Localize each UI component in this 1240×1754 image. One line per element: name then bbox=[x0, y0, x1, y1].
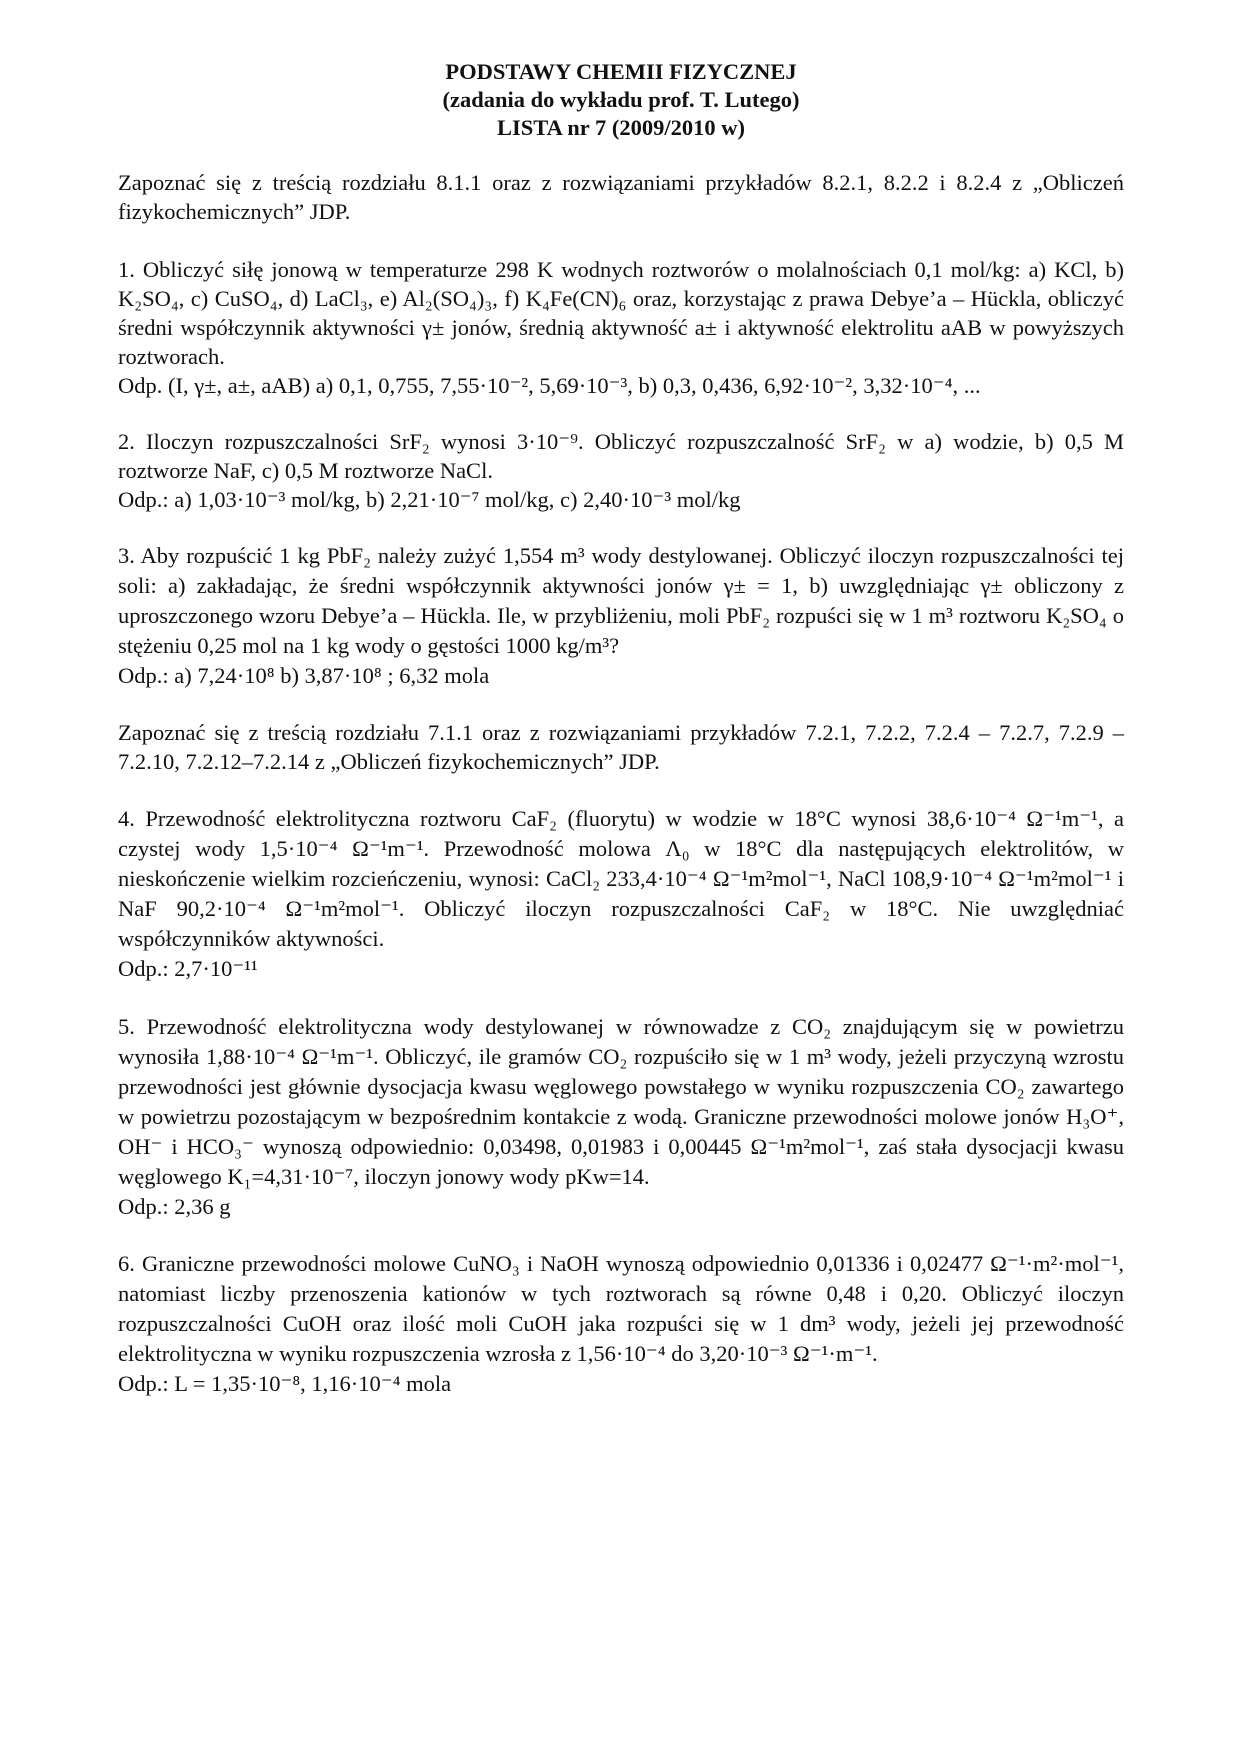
problem-6 bbox=[118, 1249, 1124, 1398]
problem-1 bbox=[118, 255, 1124, 400]
problem-2-answer: Odp.: a) 1,03·10⁻³ mol/kg, b) 2,21·10⁻⁷ mol/kg, c) 2,40·10⁻³ mol/kg bbox=[118, 487, 741, 512]
problem-2-text: 2. Iloczyn rozpuszczalności SrF₂ wynosi 3·10⁻⁹. Obliczyć rozpuszczalność SrF₂ w a) wodzie, b) 0,5 M roztworze NaF, c) 0,5 M roztworze NaCl. bbox=[118, 429, 1124, 483]
problem-6-answer: Odp.: L = 1,35·10⁻⁸, 1,16·10⁻⁴ mola bbox=[118, 1371, 452, 1396]
problem-3 bbox=[118, 541, 1124, 690]
problem-4-answer: Odp.: 2,7·10⁻¹¹ bbox=[118, 956, 258, 981]
document-header bbox=[118, 58, 1124, 142]
problem-5-answer: Odp.: 2,36 g bbox=[118, 1194, 231, 1219]
document-page bbox=[118, 58, 1124, 1424]
document-subtitle: (zadania do wykładu prof. T. Lutego) bbox=[442, 87, 800, 112]
problem-2 bbox=[118, 427, 1124, 514]
problem-5 bbox=[118, 1012, 1124, 1221]
list-number: LISTA nr 7 (2009/2010 w) bbox=[497, 115, 745, 140]
intro-paragraph-2: Zapoznać się z treścią rozdziału 7.1.1 oraz z rozwiązaniami przykładów 7.2.1, 7.2.2, 7.2.4 – 7.2.7, 7.2.9 – 7.2.10, 7.2.12–7.2.14 z „Obliczeń fizykochemicznych” JDP. bbox=[118, 720, 1124, 774]
document-title: PODSTAWY CHEMII FIZYCZNEJ bbox=[445, 59, 797, 84]
intro-paragraph-1: Zapoznać się z treścią rozdziału 8.1.1 oraz z rozwiązaniami przykładów 8.2.1, 8.2.2 i 8.2.4 z „Obliczeń fizykochemicznych” JDP. bbox=[118, 170, 1124, 224]
problem-1-answer: Odp. (I, γ±, a±, aAB) a) 0,1, 0,755, 7,55·10⁻², 5,69·10⁻³, b) 0,3, 0,436, 6,92·10⁻², 3,32·10⁻⁴, ... bbox=[118, 373, 981, 398]
problem-4 bbox=[118, 804, 1124, 983]
problem-3-text: 3. Aby rozpuścić 1 kg PbF₂ należy zużyć 1,554 m³ wody destylowanej. Obliczyć iloczyn rozpuszczalności tej soli: a) zakładając, że średni współczynnik aktywności jonów γ± = 1, b) uwzględniając γ± obliczony z uproszczonego wzoru Debye’a – Hückla. Ile, w przybliżeniu, moli PbF₂ rozpuści się w 1 m³ roztworu K₂SO₄ o stężeniu 0,25 mol na 1 kg wody o gęstości 1000 kg/m³? bbox=[118, 543, 1124, 658]
problem-1-text: 1. Obliczyć siłę jonową w temperaturze 298 K wodnych roztworów o molalnościach 0,1 mol/kg: a) KCl, b) K₂SO₄, c) CuSO₄, d) LaCl₃, e) Al₂(SO₄)₃, f) K₄Fe(CN)₆ oraz, korzystając z prawa Debye’a – Hückla, obliczyć średni współczynnik aktywności γ± jonów, średnią aktywność a± i aktywność elektrolitu aAB w powyższych roztworach. bbox=[118, 257, 1124, 369]
problem-5-text: 5. Przewodność elektrolityczna wody destylowanej w równowadze z CO₂ znajdującym się w powietrzu wynosiła 1,88·10⁻⁴ Ω⁻¹m⁻¹. Obliczyć, ile gramów CO₂ rozpuściło się w 1 m³ wody, jeżeli przyczyną wzrostu przewodności jest głównie dysocjacja kwasu węglowego powstałego w wyniku rozpuszczenia CO₂ zawartego w powietrzu pozostającym w bezpośrednim kontakcie z wodą. Graniczne przewodności molowe jonów H₃O⁺, OH⁻ i HCO₃⁻ wynoszą odpowiednio: 0,03498, 0,01983 i 0,00445 Ω⁻¹m²mol⁻¹, zaś stała dysocjacji kwasu węglowego K₁=4,31·10⁻⁷, iloczyn jonowy wody pKw=14. bbox=[118, 1014, 1124, 1189]
problem-6-text: 6. Graniczne przewodności molowe CuNO₃ i NaOH wynoszą odpowiednio 0,01336 i 0,02477 Ω⁻¹·m²·mol⁻¹, natomiast liczby przenoszenia kationów w tych roztworach są równe 0,48 i 0,20. Obliczyć iloczyn rozpuszczalności CuOH oraz ilość moli CuOH jaka rozpuści się w 1 dm³ wody, jeżeli jej przewodność elektrolityczna w wyniku rozpuszczenia wzrosła z 1,56·10⁻⁴ do 3,20·10⁻³ Ω⁻¹·m⁻¹. bbox=[118, 1251, 1124, 1366]
problem-4-text: 4. Przewodność elektrolityczna roztworu CaF₂ (fluorytu) w wodzie w 18°C wynosi 38,6·10⁻⁴ Ω⁻¹m⁻¹, a czystej wody 1,5·10⁻⁴ Ω⁻¹m⁻¹. Przewodność molowa Λ₀ w 18°C dla następujących elektrolitów, w nieskończenie wielkim rozcieńczeniu, wynosi: CaCl₂ 233,4·10⁻⁴ Ω⁻¹m²mol⁻¹, NaCl 108,9·10⁻⁴ Ω⁻¹m²mol⁻¹ i NaF 90,2·10⁻⁴ Ω⁻¹m²mol⁻¹. Obliczyć iloczyn rozpuszczalności CaF₂ w 18°C. Nie uwzględniać współczynników aktywności. bbox=[118, 806, 1124, 951]
problem-3-answer: Odp.: a) 7,24·10⁸ b) 3,87·10⁸ ; 6,32 mola bbox=[118, 663, 490, 688]
